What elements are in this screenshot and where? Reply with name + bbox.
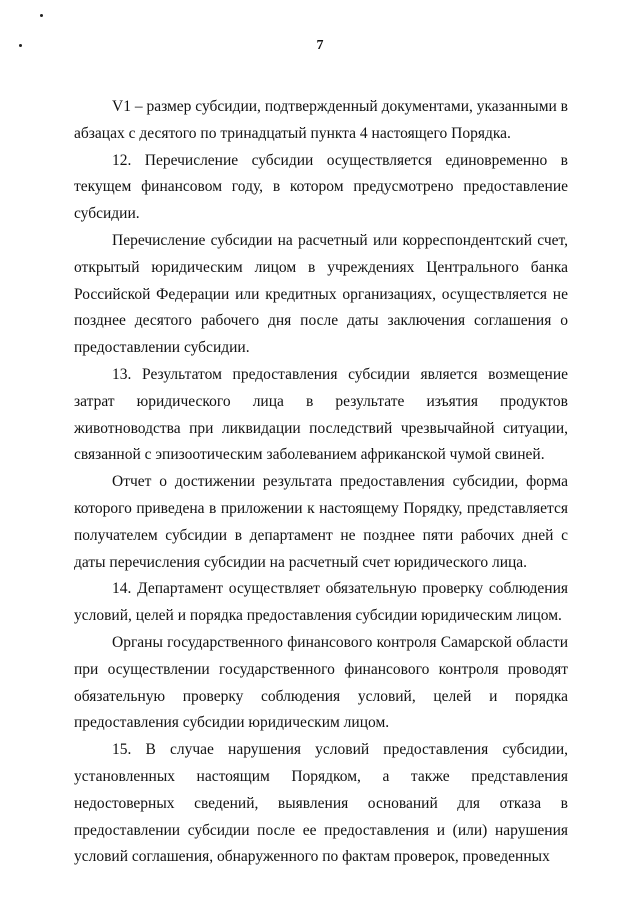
page-number: 7 <box>316 38 324 53</box>
paragraph-13-report: Отчет о достижении результата предоставления субсидии, форма которого приведена в приложении к настоящему Порядку, представляется получателем субсидии в департамент не позднее пяти рабочих дней с даты перечисления субсидии на расчетный счет юридического лица. <box>74 473 568 571</box>
paragraph-12: 12. Перечисление субсидии осуществляется единовременно в текущем финансовом году, в котором предусмотрено предоставление субсидии. <box>74 151 568 223</box>
paragraph-14: 14. Департамент осуществляет обязательную проверку соблюдения условий, целей и порядка предоставления субсидии юридическим лицом. <box>74 580 568 625</box>
paragraph-14-control: Органы государственного финансового контроля Самарской области при осуществлении государственного финансового контроля проводят обязательную проверку соблюдения условий, целей и порядка предоставления субсидии юридическим лицом. <box>74 633 568 732</box>
paragraph-13: 13. Результатом предоставления субсидии является возмещение затрат юридического лица в результате изъятия продуктов животноводства при ликвидации последствий чрезвычайной ситуации, связанной с эпизоотическим заболеванием африканской чумой свиней. <box>74 365 568 464</box>
paragraph-12-transfer: Перечисление субсидии на расчетный или корреспондентский счет, открытый юридическим лицом в учреждениях Центрального банка Российской Федерации или кредитных организациях, осуществляется не позднее десятого рабочего дня после даты заключения соглашения о предоставлении субсидии. <box>74 231 568 357</box>
paragraph-15: 15. В случае нарушения условий предоставления субсидии, установленных настоящим Порядком, а также представления недостоверных сведений, выявления оснований для отказа в предоставлении субсидии после ее предоставления и (или) нарушения условий соглашения, обнаруженного по фактам проверок, проведенных <box>74 741 568 866</box>
document-body <box>74 94 568 871</box>
paragraph-v1-definition: V1 – размер субсидии, подтвержденный документами, указанными в абзацах с десятого по тринадцатый пункта 4 настоящего Порядка. <box>74 98 568 142</box>
scan-mark <box>40 14 43 17</box>
